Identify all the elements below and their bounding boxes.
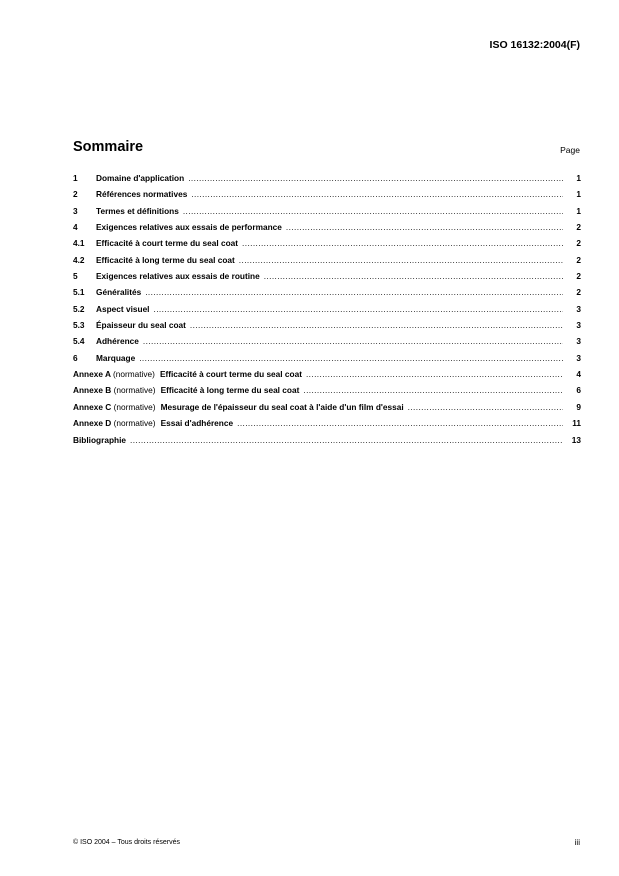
toc-entry-5-2[interactable] (73, 304, 581, 320)
toc-entry-title: Marquage (96, 352, 136, 363)
annex-label (73, 385, 156, 395)
toc-dot-leader (306, 369, 563, 379)
toc-entry-5-1[interactable] (73, 287, 581, 303)
toc-entry-title: Termes et définitions (96, 205, 179, 216)
toc-entry-title: Efficacité à long terme du seal coat (96, 254, 235, 265)
toc-entry-4-2[interactable] (73, 255, 581, 271)
annex-letter: Annexe D (73, 418, 112, 429)
toc-entry-number: 2 (73, 189, 78, 200)
toc-entry-title: Essai d'adhérence (160, 418, 234, 429)
toc-annex-a[interactable] (73, 369, 581, 385)
toc-entry-page: 2 (576, 287, 581, 298)
toc-entry-page: 9 (576, 401, 581, 412)
toc-entry-number: 5.1 (73, 287, 85, 298)
toc-dot-leader (264, 271, 563, 281)
toc-dot-leader (286, 222, 563, 232)
annex-letter: Annexe C (73, 401, 112, 412)
toc-entry-page: 4 (576, 369, 581, 380)
toc-entry-page: 1 (576, 205, 581, 216)
toc-entry-title: Exigences relatives aux essais de routine (96, 271, 260, 282)
toc-entry-number: 5.2 (73, 303, 85, 314)
standard-reference: ISO 16132:2004(F) (489, 39, 580, 51)
toc-entry-page: 13 (571, 434, 581, 445)
toc-dot-leader (145, 287, 563, 297)
toc-entry-page: 3 (576, 352, 581, 363)
toc-entry-title: Épaisseur du seal coat (96, 320, 186, 331)
footer-page-number: iii (574, 838, 580, 847)
toc-dot-leader (130, 435, 563, 445)
toc-entry-5-4[interactable] (73, 336, 581, 352)
toc-entry-page: 2 (576, 254, 581, 265)
annex-type: (normative) (112, 369, 155, 380)
toc-dot-leader (237, 418, 563, 428)
toc-entry-title: Adhérence (96, 336, 139, 347)
toc-entry-page: 1 (576, 173, 581, 183)
toc-dot-leader (190, 320, 563, 330)
annex-label (73, 418, 156, 428)
toc-entry-page: 3 (576, 320, 581, 331)
toc-entry-page: 3 (576, 303, 581, 314)
annex-label (73, 369, 155, 379)
toc-entry-title: Domaine d'application (96, 173, 185, 183)
toc-entry-title: Mesurage de l'épaisseur du seal coat à l'aide d'un film d'essai (160, 401, 404, 412)
table-of-contents (73, 173, 581, 451)
toc-dot-leader (183, 206, 563, 216)
toc-entry-page: 11 (572, 418, 581, 429)
toc-entry-title: Références normatives (96, 189, 188, 200)
toc-annex-b[interactable] (73, 385, 581, 401)
toc-bibliography[interactable] (73, 435, 581, 451)
toc-entry-number: 3 (73, 205, 78, 216)
toc-annex-c[interactable] (73, 402, 581, 418)
toc-entry-title: Efficacité à court terme du seal coat (159, 369, 302, 380)
toc-entry-page: 1 (576, 189, 581, 200)
toc-entry-page: 2 (576, 238, 581, 249)
annex-letter: Annexe B (73, 385, 112, 396)
toc-dot-leader (139, 353, 563, 363)
toc-dot-leader (154, 304, 564, 314)
toc-dot-leader (191, 189, 563, 199)
toc-entry-5[interactable] (73, 271, 581, 287)
toc-entry-number: 5 (73, 271, 78, 282)
toc-entry-1[interactable] (73, 173, 581, 189)
toc-entry-page: 6 (576, 385, 581, 396)
toc-dot-leader (408, 402, 563, 412)
toc-entry-2[interactable] (73, 189, 581, 205)
toc-entry-title: Efficacité à court terme du seal coat (96, 238, 239, 249)
toc-dot-leader (242, 238, 563, 248)
annex-type: (normative) (113, 418, 156, 429)
toc-dot-leader (143, 336, 563, 346)
toc-entry-6[interactable] (73, 353, 581, 369)
toc-entry-title: Aspect visuel (96, 303, 150, 314)
toc-annex-d[interactable] (73, 418, 581, 434)
toc-entry-page: 2 (576, 222, 581, 233)
toc-entry-5-3[interactable] (73, 320, 581, 336)
toc-title: Sommaire (73, 139, 144, 155)
toc-dot-leader (239, 255, 563, 265)
toc-entry-number: 1 (73, 173, 78, 183)
toc-entry-number: 4.2 (73, 254, 85, 265)
toc-entry-page: 3 (576, 336, 581, 347)
toc-entry-title: Bibliographie (73, 434, 127, 445)
annex-label (73, 402, 156, 412)
toc-entry-4-1[interactable] (73, 238, 581, 254)
toc-entry-page: 2 (576, 271, 581, 282)
toc-entry-title: Exigences relatives aux essais de performance (96, 222, 282, 233)
toc-dot-leader (303, 385, 563, 395)
annex-letter: Annexe A (73, 369, 111, 380)
footer-copyright: © ISO 2004 – Tous droits réservés (73, 839, 180, 846)
toc-entry-title: Efficacité à long terme du seal coat (160, 385, 300, 396)
toc-entry-number: 4.1 (73, 238, 85, 249)
toc-entry-title: Généralités (96, 287, 142, 298)
toc-entry-number: 6 (73, 352, 78, 363)
page-column-label: Page (560, 145, 580, 155)
annex-type: (normative) (113, 385, 156, 396)
toc-entry-3[interactable] (73, 206, 581, 222)
toc-entry-number: 4 (73, 222, 78, 233)
toc-dot-leader (188, 173, 563, 183)
toc-entry-number: 5.3 (73, 320, 85, 331)
toc-entry-4[interactable] (73, 222, 581, 238)
annex-type: (normative) (113, 401, 156, 412)
toc-entry-number: 5.4 (73, 336, 85, 347)
